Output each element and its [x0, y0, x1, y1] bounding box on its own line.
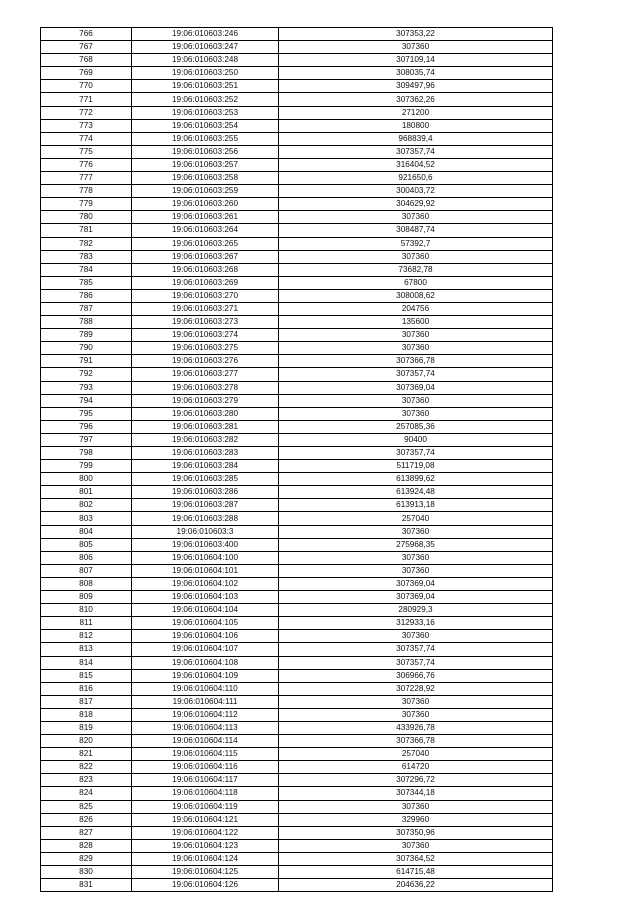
row-number-cell: 825 — [41, 800, 132, 813]
table-row — [41, 473, 553, 486]
value-cell: 307360 — [279, 551, 553, 564]
value-cell: 307360 — [279, 695, 553, 708]
cadastral-number-cell: 19:06:010603:283 — [132, 447, 279, 460]
cadastral-number-cell: 19:06:010604:100 — [132, 551, 279, 564]
table-row — [41, 643, 553, 656]
row-number-cell: 809 — [41, 591, 132, 604]
table-row — [41, 329, 553, 342]
table-row — [41, 172, 553, 185]
row-number-cell: 828 — [41, 839, 132, 852]
table-row — [41, 577, 553, 590]
value-cell: 307366,78 — [279, 735, 553, 748]
cadastral-number-cell: 19:06:010603:275 — [132, 342, 279, 355]
row-number-cell: 816 — [41, 682, 132, 695]
cadastral-number-cell: 19:06:010603:246 — [132, 28, 279, 41]
value-cell: 307360 — [279, 342, 553, 355]
row-number-cell: 805 — [41, 538, 132, 551]
value-cell: 204636,22 — [279, 879, 553, 892]
value-cell: 57392,7 — [279, 237, 553, 250]
value-cell: 257040 — [279, 512, 553, 525]
row-number-cell: 827 — [41, 826, 132, 839]
cadastral-number-cell: 19:06:010603:288 — [132, 512, 279, 525]
table-row — [41, 879, 553, 892]
row-number-cell: 800 — [41, 473, 132, 486]
cadastral-number-cell: 19:06:010604:103 — [132, 591, 279, 604]
value-cell: 329960 — [279, 813, 553, 826]
row-number-cell: 822 — [41, 761, 132, 774]
table-row — [41, 525, 553, 538]
table-row — [41, 211, 553, 224]
table-row — [41, 368, 553, 381]
table-row — [41, 538, 553, 551]
row-number-cell: 766 — [41, 28, 132, 41]
cadastral-number-cell: 19:06:010603:251 — [132, 80, 279, 93]
row-number-cell: 798 — [41, 447, 132, 460]
cadastral-number-cell: 19:06:010603:258 — [132, 172, 279, 185]
cadastral-number-cell: 19:06:010603:256 — [132, 145, 279, 158]
table-row — [41, 447, 553, 460]
value-cell: 613899,62 — [279, 473, 553, 486]
value-cell: 307357,74 — [279, 656, 553, 669]
table-row — [41, 735, 553, 748]
table-row — [41, 132, 553, 145]
value-cell: 433926,78 — [279, 721, 553, 734]
row-number-cell: 780 — [41, 211, 132, 224]
cadastral-number-cell: 19:06:010603:286 — [132, 486, 279, 499]
table-row — [41, 866, 553, 879]
table-row — [41, 316, 553, 329]
cadastral-number-cell: 19:06:010603:269 — [132, 276, 279, 289]
table-row — [41, 630, 553, 643]
row-number-cell: 802 — [41, 499, 132, 512]
value-cell: 275968,35 — [279, 538, 553, 551]
cadastral-number-cell: 19:06:010604:125 — [132, 866, 279, 879]
value-cell: 307360 — [279, 708, 553, 721]
table-row — [41, 604, 553, 617]
table-row — [41, 355, 553, 368]
cadastral-number-cell: 19:06:010603:261 — [132, 211, 279, 224]
cadastral-number-cell: 19:06:010603:267 — [132, 250, 279, 263]
row-number-cell: 787 — [41, 302, 132, 315]
cadastral-number-cell: 19:06:010603:250 — [132, 67, 279, 80]
value-cell: 73682,78 — [279, 263, 553, 276]
table-row — [41, 407, 553, 420]
table-row — [41, 826, 553, 839]
row-number-cell: 810 — [41, 604, 132, 617]
row-number-cell: 767 — [41, 41, 132, 54]
table-row — [41, 695, 553, 708]
table-row — [41, 67, 553, 80]
table-row — [41, 787, 553, 800]
value-cell: 307357,74 — [279, 145, 553, 158]
row-number-cell: 784 — [41, 263, 132, 276]
table-row — [41, 198, 553, 211]
value-cell: 306966,76 — [279, 669, 553, 682]
row-number-cell: 797 — [41, 433, 132, 446]
table-row — [41, 54, 553, 67]
cadastral-number-cell: 19:06:010604:105 — [132, 617, 279, 630]
row-number-cell: 793 — [41, 381, 132, 394]
table-row — [41, 564, 553, 577]
cadastral-number-cell: 19:06:010604:123 — [132, 839, 279, 852]
row-number-cell: 815 — [41, 669, 132, 682]
cadastral-number-cell: 19:06:010604:112 — [132, 708, 279, 721]
row-number-cell: 796 — [41, 420, 132, 433]
row-number-cell: 807 — [41, 564, 132, 577]
value-cell: 614720 — [279, 761, 553, 774]
table-row — [41, 119, 553, 132]
value-cell: 300403,72 — [279, 185, 553, 198]
value-cell: 307350,96 — [279, 826, 553, 839]
row-number-cell: 776 — [41, 158, 132, 171]
value-cell: 307360 — [279, 800, 553, 813]
row-number-cell: 819 — [41, 721, 132, 734]
row-number-cell: 817 — [41, 695, 132, 708]
cadastral-number-cell: 19:06:010603:271 — [132, 302, 279, 315]
cadastral-number-cell: 19:06:010604:126 — [132, 879, 279, 892]
cadastral-number-cell: 19:06:010603:278 — [132, 381, 279, 394]
table-row — [41, 460, 553, 473]
cadastral-number-cell: 19:06:010603:248 — [132, 54, 279, 67]
value-cell: 613913,18 — [279, 499, 553, 512]
value-cell: 921650,6 — [279, 172, 553, 185]
row-number-cell: 791 — [41, 355, 132, 368]
table-row — [41, 250, 553, 263]
value-cell: 307296,72 — [279, 774, 553, 787]
row-number-cell: 773 — [41, 119, 132, 132]
row-number-cell: 803 — [41, 512, 132, 525]
table-row — [41, 761, 553, 774]
value-cell: 308487,74 — [279, 224, 553, 237]
table-row — [41, 774, 553, 787]
table-row — [41, 656, 553, 669]
table-row — [41, 342, 553, 355]
table-row — [41, 512, 553, 525]
table-row — [41, 289, 553, 302]
value-cell: 511719,08 — [279, 460, 553, 473]
table-row — [41, 486, 553, 499]
row-number-cell: 786 — [41, 289, 132, 302]
value-cell: 307360 — [279, 41, 553, 54]
value-cell: 307360 — [279, 839, 553, 852]
value-cell: 309497,96 — [279, 80, 553, 93]
value-cell: 307360 — [279, 407, 553, 420]
row-number-cell: 782 — [41, 237, 132, 250]
cadastral-number-cell: 19:06:010603:264 — [132, 224, 279, 237]
row-number-cell: 795 — [41, 407, 132, 420]
row-number-cell: 821 — [41, 748, 132, 761]
row-number-cell: 775 — [41, 145, 132, 158]
table-row — [41, 185, 553, 198]
value-cell: 316404,52 — [279, 158, 553, 171]
value-cell: 312933,16 — [279, 617, 553, 630]
value-cell: 307228,92 — [279, 682, 553, 695]
row-number-cell: 779 — [41, 198, 132, 211]
cadastral-number-cell: 19:06:010604:102 — [132, 577, 279, 590]
row-number-cell: 789 — [41, 329, 132, 342]
value-cell: 180800 — [279, 119, 553, 132]
table-row — [41, 499, 553, 512]
table-row — [41, 93, 553, 106]
cadastral-number-cell: 19:06:010603:265 — [132, 237, 279, 250]
table-row — [41, 158, 553, 171]
cadastral-number-cell: 19:06:010604:117 — [132, 774, 279, 787]
row-number-cell: 824 — [41, 787, 132, 800]
row-number-cell: 792 — [41, 368, 132, 381]
cadastral-number-cell: 19:06:010603:279 — [132, 394, 279, 407]
table-row — [41, 748, 553, 761]
cadastral-number-cell: 19:06:010604:111 — [132, 695, 279, 708]
cadastral-number-cell: 19:06:010604:115 — [132, 748, 279, 761]
cadastral-number-cell: 19:06:010604:119 — [132, 800, 279, 813]
table-row — [41, 617, 553, 630]
table-row — [41, 224, 553, 237]
row-number-cell: 812 — [41, 630, 132, 643]
row-number-cell: 785 — [41, 276, 132, 289]
value-cell: 257085,36 — [279, 420, 553, 433]
value-cell: 67800 — [279, 276, 553, 289]
row-number-cell: 829 — [41, 852, 132, 865]
cadastral-number-cell: 19:06:010603:254 — [132, 119, 279, 132]
table-row — [41, 302, 553, 315]
table-row — [41, 813, 553, 826]
cadastral-number-cell: 19:06:010603:276 — [132, 355, 279, 368]
cadastral-number-cell: 19:06:010603:253 — [132, 106, 279, 119]
row-number-cell: 788 — [41, 316, 132, 329]
row-number-cell: 811 — [41, 617, 132, 630]
row-number-cell: 806 — [41, 551, 132, 564]
value-cell: 257040 — [279, 748, 553, 761]
table-row — [41, 852, 553, 865]
value-cell: 307366,78 — [279, 355, 553, 368]
row-number-cell: 794 — [41, 394, 132, 407]
cadastral-number-cell: 19:06:010604:114 — [132, 735, 279, 748]
cadastral-number-cell: 19:06:010603:257 — [132, 158, 279, 171]
value-cell: 307109,14 — [279, 54, 553, 67]
cadastral-number-cell: 19:06:010604:104 — [132, 604, 279, 617]
cadastral-number-cell: 19:06:010603:280 — [132, 407, 279, 420]
table-row — [41, 800, 553, 813]
cadastral-number-cell: 19:06:010603:270 — [132, 289, 279, 302]
value-cell: 280929,3 — [279, 604, 553, 617]
cadastral-number-cell: 19:06:010603:285 — [132, 473, 279, 486]
table-row — [41, 381, 553, 394]
cadastral-value-table — [40, 27, 553, 892]
table-row — [41, 394, 553, 407]
table-row — [41, 28, 553, 41]
value-cell: 307360 — [279, 211, 553, 224]
value-cell: 308008,62 — [279, 289, 553, 302]
cadastral-number-cell: 19:06:010603:255 — [132, 132, 279, 145]
value-cell: 614715,48 — [279, 866, 553, 879]
value-cell: 271200 — [279, 106, 553, 119]
cadastral-number-cell: 19:06:010604:116 — [132, 761, 279, 774]
value-cell: 307360 — [279, 564, 553, 577]
value-cell: 307344,18 — [279, 787, 553, 800]
value-cell: 307362,26 — [279, 93, 553, 106]
table-body — [41, 28, 553, 892]
row-number-cell: 820 — [41, 735, 132, 748]
value-cell: 307357,74 — [279, 447, 553, 460]
cadastral-number-cell: 19:06:010603:281 — [132, 420, 279, 433]
row-number-cell: 830 — [41, 866, 132, 879]
value-cell: 613924,48 — [279, 486, 553, 499]
row-number-cell: 814 — [41, 656, 132, 669]
cadastral-number-cell: 19:06:010603:282 — [132, 433, 279, 446]
value-cell: 307360 — [279, 250, 553, 263]
value-cell: 307369,04 — [279, 577, 553, 590]
table-row — [41, 106, 553, 119]
value-cell: 307360 — [279, 329, 553, 342]
row-number-cell: 768 — [41, 54, 132, 67]
value-cell: 304629,92 — [279, 198, 553, 211]
row-number-cell: 771 — [41, 93, 132, 106]
cadastral-number-cell: 19:06:010603:259 — [132, 185, 279, 198]
value-cell: 307364,52 — [279, 852, 553, 865]
value-cell: 307360 — [279, 630, 553, 643]
row-number-cell: 770 — [41, 80, 132, 93]
row-number-cell: 813 — [41, 643, 132, 656]
value-cell: 90400 — [279, 433, 553, 446]
table-row — [41, 708, 553, 721]
row-number-cell: 818 — [41, 708, 132, 721]
value-cell: 307357,74 — [279, 643, 553, 656]
row-number-cell: 801 — [41, 486, 132, 499]
cadastral-number-cell: 19:06:010603:287 — [132, 499, 279, 512]
cadastral-number-cell: 19:06:010604:107 — [132, 643, 279, 656]
table-row — [41, 237, 553, 250]
table-row — [41, 682, 553, 695]
row-number-cell: 799 — [41, 460, 132, 473]
table-row — [41, 433, 553, 446]
table-row — [41, 551, 553, 564]
row-number-cell: 831 — [41, 879, 132, 892]
row-number-cell: 804 — [41, 525, 132, 538]
value-cell: 135600 — [279, 316, 553, 329]
table-row — [41, 721, 553, 734]
table-row — [41, 839, 553, 852]
table-row — [41, 145, 553, 158]
row-number-cell: 783 — [41, 250, 132, 263]
cadastral-number-cell: 19:06:010603:260 — [132, 198, 279, 211]
row-number-cell: 772 — [41, 106, 132, 119]
value-cell: 307360 — [279, 394, 553, 407]
cadastral-number-cell: 19:06:010604:106 — [132, 630, 279, 643]
row-number-cell: 777 — [41, 172, 132, 185]
table-row — [41, 591, 553, 604]
table-row — [41, 80, 553, 93]
row-number-cell: 774 — [41, 132, 132, 145]
cadastral-number-cell: 19:06:010604:118 — [132, 787, 279, 800]
value-cell: 968839,4 — [279, 132, 553, 145]
table-row — [41, 276, 553, 289]
cadastral-number-cell: 19:06:010604:121 — [132, 813, 279, 826]
row-number-cell: 826 — [41, 813, 132, 826]
value-cell: 204756 — [279, 302, 553, 315]
value-cell: 307357,74 — [279, 368, 553, 381]
row-number-cell: 823 — [41, 774, 132, 787]
cadastral-number-cell: 19:06:010603:400 — [132, 538, 279, 551]
cadastral-number-cell: 19:06:010604:124 — [132, 852, 279, 865]
cadastral-number-cell: 19:06:010603:274 — [132, 329, 279, 342]
table-row — [41, 41, 553, 54]
table-row — [41, 669, 553, 682]
value-cell: 307353,22 — [279, 28, 553, 41]
row-number-cell: 781 — [41, 224, 132, 237]
value-cell: 307360 — [279, 525, 553, 538]
table-row — [41, 420, 553, 433]
table-row — [41, 263, 553, 276]
cadastral-number-cell: 19:06:010604:110 — [132, 682, 279, 695]
cadastral-number-cell: 19:06:010604:101 — [132, 564, 279, 577]
cadastral-number-cell: 19:06:010603:247 — [132, 41, 279, 54]
value-cell: 308035,74 — [279, 67, 553, 80]
value-cell: 307369,04 — [279, 591, 553, 604]
cadastral-number-cell: 19:06:010603:284 — [132, 460, 279, 473]
cadastral-number-cell: 19:06:010603:277 — [132, 368, 279, 381]
cadastral-number-cell: 19:06:010604:122 — [132, 826, 279, 839]
row-number-cell: 769 — [41, 67, 132, 80]
cadastral-number-cell: 19:06:010603:268 — [132, 263, 279, 276]
row-number-cell: 808 — [41, 577, 132, 590]
row-number-cell: 778 — [41, 185, 132, 198]
cadastral-number-cell: 19:06:010603:252 — [132, 93, 279, 106]
cadastral-number-cell: 19:06:010604:109 — [132, 669, 279, 682]
cadastral-number-cell: 19:06:010604:113 — [132, 721, 279, 734]
cadastral-number-cell: 19:06:010604:108 — [132, 656, 279, 669]
cadastral-number-cell: 19:06:010603:3 — [132, 525, 279, 538]
cadastral-number-cell: 19:06:010603:273 — [132, 316, 279, 329]
value-cell: 307369,04 — [279, 381, 553, 394]
row-number-cell: 790 — [41, 342, 132, 355]
